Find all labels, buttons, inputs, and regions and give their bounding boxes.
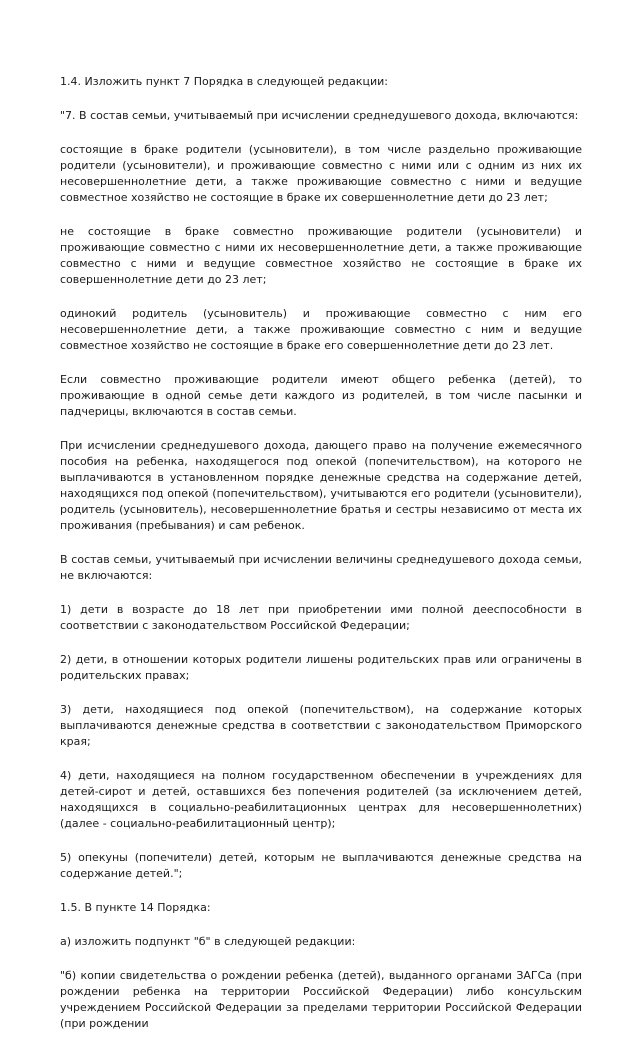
paragraph-guardianship-income: При исчислении среднедушевого дохода, дающего право на получение ежемесячного пособия на ребенка, находящегося под опекой (попечительством), на которого не выплачиваются в установленном порядке денежные средства на содержание детей, находящихся под опекой (попечительством), учитываются его родители (усыновители), родитель (усыновитель), несовершеннолетние братья и сестры независимо от места их проживания (пребывания) и сам ребенок. xyxy=(60,439,582,532)
paragraph-exclusion-2: 2) дети, в отношении которых родители лишены родительских прав или ограничены в родительских правах; xyxy=(60,653,582,682)
paragraph-family-single-parent: одинокий родитель (усыновитель) и проживающие совместно с ним его несовершеннолетние дети, а также проживающие совместно с ним и ведущие совместное хозяйство не состоящие в браке его совершеннолетние дети до 23 лет. xyxy=(60,307,582,352)
paragraph-subitem-b-text: "б) копии свидетельства о рождении ребенка (детей), выданного органами ЗАГСа (при рождении ребенка на территории Российской Федерации) либо консульским учреждением Российской Федерации за пределами территории Российской Федерации (при рождении xyxy=(60,969,582,1030)
document-page xyxy=(60,74,582,1050)
paragraph-exclusion-4: 4) дети, находящиеся на полном государственном обеспечении в учреждениях для детей-сирот и детей, оставшихся без попечения родителей (за исключением детей, находящихся в социально-реабилитационных центрах для несовершеннолетних) (далее - социально-реабилитационный центр); xyxy=(60,769,582,830)
paragraph-subitem-a: а) изложить подпункт "б" в следующей редакции: xyxy=(60,935,356,948)
paragraph-item-7-heading: "7. В состав семьи, учитываемый при исчислении среднедушевого дохода, включаются: xyxy=(60,109,579,122)
paragraph-exclusion-1: 1) дети в возрасте до 18 лет при приобретении ими полной дееспособности в соответствии с законодательством Российской Федерации; xyxy=(60,603,582,632)
paragraph-family-unmarried-parents: не состоящие в браке совместно проживающие родители (усыновители) и проживающие совместно с ними их несовершеннолетние дети, а также проживающие совместно с ними и ведущие совместное хозяйство не состоящие в браке их совершеннолетние дети до 23 лет; xyxy=(60,225,582,286)
paragraph-section-1-5: 1.5. В пункте 14 Порядка: xyxy=(60,901,211,914)
paragraph-section-1-4: 1.4. Изложить пункт 7 Порядка в следующей редакции: xyxy=(60,75,389,88)
paragraph-common-child: Если совместно проживающие родители имеют общего ребенка (детей), то проживающие в одной семье дети каждого из родителей, в том числе пасынки и падчерицы, включаются в состав семьи. xyxy=(60,373,582,418)
paragraph-exclusion-3: 3) дети, находящиеся под опекой (попечительством), на содержание которых выплачиваются денежные средства в соответствии с законодательством Приморского края; xyxy=(60,703,582,748)
paragraph-exclusion-5: 5) опекуны (попечители) детей, которым не выплачиваются денежные средства на содержание детей."; xyxy=(60,851,582,880)
paragraph-family-married-parents: состоящие в браке родители (усыновители), в том числе раздельно проживающие родители (усыновители), и проживающие совместно с ними или с одним из них их несовершеннолетние дети, а также проживающие совместно с ними и ведущие совместное хозяйство не состоящие в браке их совершеннолетние дети до 23 лет; xyxy=(60,143,582,204)
paragraph-not-included-heading: В состав семьи, учитываемый при исчислении величины среднедушевого дохода семьи, не включаются: xyxy=(60,553,582,582)
